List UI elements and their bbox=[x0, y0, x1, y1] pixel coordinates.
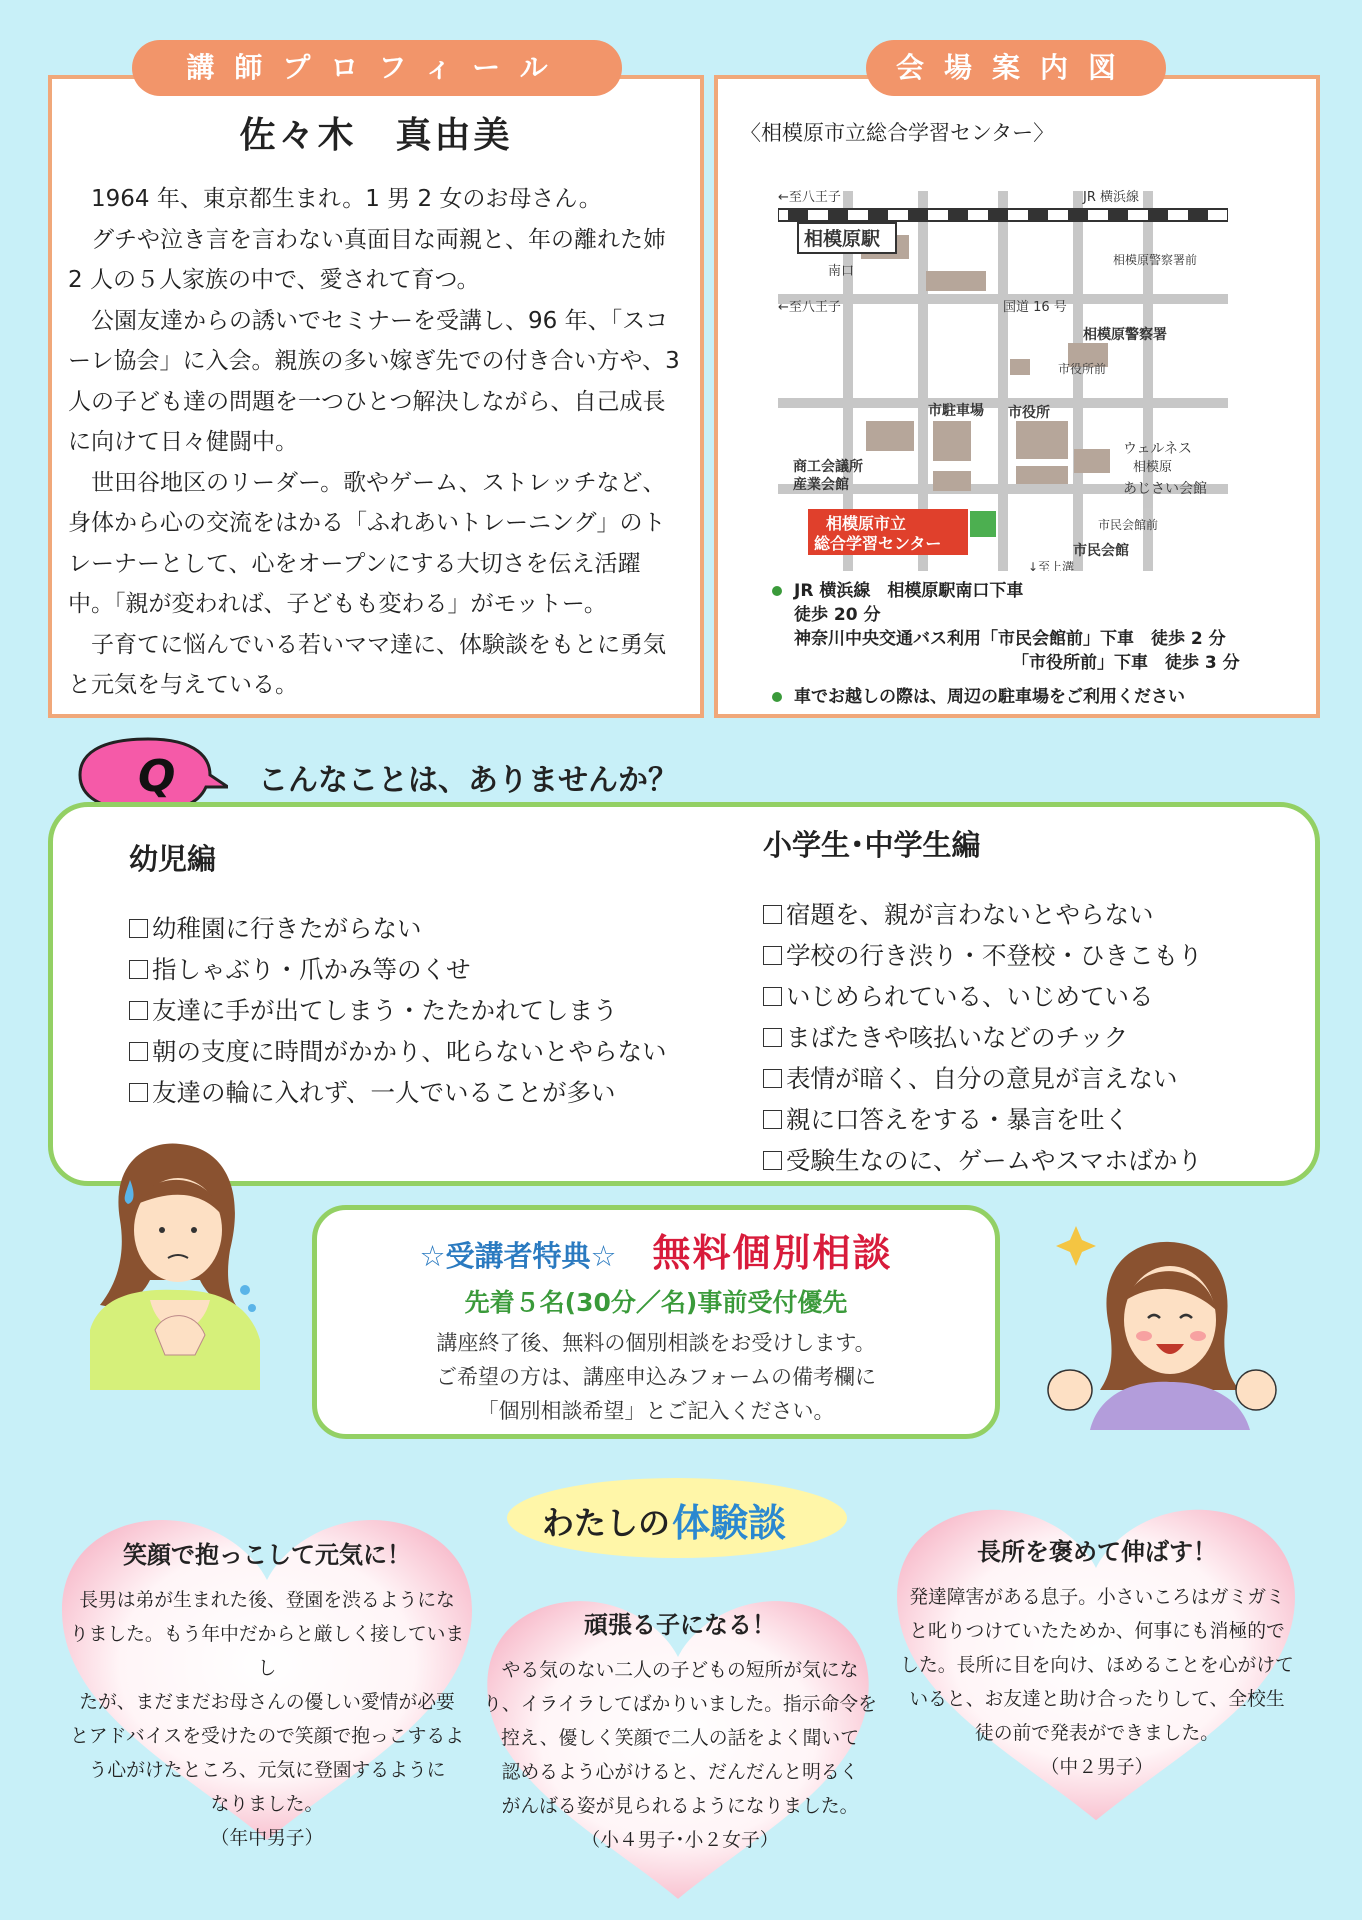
map-label: 市役所前 bbox=[1058, 362, 1107, 376]
map-venue: 総合学習センター bbox=[814, 534, 942, 553]
bullet-icon bbox=[772, 692, 782, 702]
map-label: 相模原 bbox=[1133, 460, 1173, 475]
access-header: 会場案内図 bbox=[866, 40, 1166, 96]
story-line: 認めるよう心がけると、だんだんと明るく bbox=[501, 1762, 859, 1783]
profile-paragraph: 公園友達からの誘いでセミナーを受講し、96 年、「スコーレ協会」に入会。親族の多い嫁ぎ先での付き合い方や、3 人の子ども達の問題を一つひとつ解決しながら、自己成長に向けて日々健闘中。 bbox=[68, 307, 680, 455]
checkbox-item: 幼稚園に行きたがらない bbox=[129, 908, 667, 949]
benefit-box bbox=[312, 1205, 1000, 1439]
benefit-line: 講座終了後、無料の個別相談をお受けします。 bbox=[436, 1331, 876, 1355]
toddler-column bbox=[129, 837, 667, 1113]
q-badge: Q bbox=[138, 751, 176, 802]
experience-header-b: 体験談 bbox=[672, 1501, 787, 1545]
school-title: 小学生･中学生編 bbox=[763, 828, 981, 862]
map-label: ウェルネス bbox=[1123, 441, 1193, 457]
map-label: あじさい会館 bbox=[1123, 481, 1207, 497]
story-who: （中２男子） bbox=[1040, 1757, 1154, 1778]
question-box bbox=[48, 802, 1320, 1186]
map-label: 市役所 bbox=[1008, 405, 1050, 421]
smiling-mother-illustration bbox=[1040, 1220, 1280, 1430]
map-venue: 相模原市立 bbox=[826, 514, 907, 533]
benefit-subtitle: 先着５名(30分／名)事前受付優先 bbox=[464, 1288, 848, 1317]
story-who: （年中男子） bbox=[210, 1828, 324, 1849]
profile-paragraph: グチや泣き言を言わない真面目な両親と、年の離れた姉 2 人の５人家族の中で、愛されて育つ。 bbox=[68, 226, 666, 293]
story-title: 笑顔で抱っこして元気に！ bbox=[123, 1541, 411, 1569]
story-line: 控え、優しく笑顔で二人の話をよく聞いて bbox=[501, 1728, 859, 1749]
story-line: やる気のない二人の子どもの短所が気にな bbox=[501, 1660, 859, 1681]
benefit-line: 「個別相談希望」とご記入ください。 bbox=[477, 1399, 835, 1423]
map-label: 南口 bbox=[828, 264, 855, 279]
story-1 bbox=[62, 1535, 472, 1856]
map-label: ←至八王子 bbox=[778, 300, 841, 315]
checkbox-item: まばたきや咳払いなどのチック bbox=[763, 1017, 1203, 1058]
checkbox-item: 友達の輪に入れず、一人でいることが多い bbox=[129, 1072, 667, 1113]
story-line: いると、お友達と助け合ったりして、全校生 bbox=[909, 1689, 1285, 1710]
venue-subtitle: 〈相模原市立総合学習センター〉 bbox=[740, 121, 1055, 145]
story-line: 徒の前で発表ができました。 bbox=[974, 1723, 1220, 1744]
story-line: り、イライラしてばかりいました。指示命令を bbox=[483, 1694, 877, 1715]
profile-paragraph: 世田谷地区のリーダー。歌やゲーム、ストレッチなど、身体から心の交流をはかる「ふれあいトレーニング」のトレーナーとして、心をオープンにする大切さを伝え活躍中。「親が変われば、子どもも変わる」がモットー。 bbox=[68, 469, 666, 617]
direction-line: JR 横浜線 相模原駅南口下車 bbox=[794, 581, 1024, 601]
direction-line: 徒歩 20 分 bbox=[794, 605, 881, 625]
directions bbox=[772, 579, 1240, 709]
story-line: とアドバイスを受けたので笑顔で抱っこするよ bbox=[70, 1726, 464, 1747]
checkbox-item: いじめられている、いじめている bbox=[763, 976, 1203, 1017]
map-label: 市駐車場 bbox=[928, 403, 984, 419]
story-line: りました。もう年中だからと厳しく接していまし bbox=[69, 1624, 465, 1679]
car-note: 車でお越しの際は、周辺の駐車場をご利用ください bbox=[794, 687, 1185, 707]
benefit-line: ご希望の方は、講座申込みフォームの備考欄に bbox=[436, 1365, 876, 1389]
checkbox-item: 朝の支度に時間がかかり、叱らないとやらない bbox=[129, 1031, 667, 1072]
map-label: 相模原警察署前 bbox=[1113, 253, 1198, 267]
map-label: JR 横浜線 bbox=[1083, 190, 1139, 205]
checkbox-item: 学校の行き渋り・不登校・ひきこもり bbox=[763, 935, 1203, 976]
bullet-icon bbox=[772, 586, 782, 596]
map-label: 相模原警察署 bbox=[1083, 327, 1167, 343]
checkbox-item: 指しゃぶり・爪かみ等のくせ bbox=[129, 949, 667, 990]
profile-header: 講師プロフィール bbox=[132, 40, 622, 96]
direction-line: 神奈川中央交通バス利用「市民会館前」下車 徒歩 2 分 bbox=[794, 629, 1226, 649]
profile-paragraph: 1964 年、東京都生まれ。1 男 2 女のお母さん。 bbox=[91, 186, 602, 212]
story-3 bbox=[892, 1532, 1302, 1785]
story-line: 発達障害がある息子。小さいころはガミガミ bbox=[909, 1587, 1285, 1608]
experience-header bbox=[502, 1472, 852, 1562]
map-label: 産業会館 bbox=[793, 477, 849, 493]
story-title: 長所を褒めて伸ばす！ bbox=[977, 1538, 1217, 1566]
story-line: と叱りつけていたためか、何事にも消極的で bbox=[909, 1621, 1285, 1642]
access-map bbox=[778, 151, 1228, 571]
story-line: なりました。 bbox=[210, 1794, 324, 1815]
checkbox-item: 宿題を、親が言わないとやらない bbox=[763, 894, 1203, 935]
map-label: 商工会議所 bbox=[793, 459, 863, 475]
profile-text bbox=[68, 179, 686, 706]
profile-box bbox=[48, 75, 704, 718]
access-box bbox=[714, 75, 1320, 718]
profile-paragraph: 子育てに悩んでいる若いママ達に、体験談をもとに勇気と元気を与えている。 bbox=[68, 631, 666, 698]
map-label: ↓至上溝 bbox=[1028, 560, 1075, 571]
checkbox-item: 親に口答えをする・暴言を吐く bbox=[763, 1099, 1203, 1140]
checkbox-item: 友達に手が出てしまう・たたかれてしまう bbox=[129, 990, 667, 1031]
map-label: 市民会館 bbox=[1073, 543, 1129, 559]
school-column bbox=[763, 823, 1203, 1181]
worried-mother-illustration bbox=[80, 1130, 270, 1390]
checkbox-item: 受験生なのに、ゲームやスマホばかり bbox=[763, 1140, 1203, 1181]
experience-header-a: わたしの bbox=[542, 1504, 671, 1542]
benefit-tag: ☆受講者特典☆ bbox=[419, 1239, 617, 1273]
story-line: した。長所に目を向け、ほめることを心がけて bbox=[900, 1655, 1294, 1676]
map-label: ←至八王子 bbox=[778, 190, 841, 205]
story-2 bbox=[480, 1605, 880, 1858]
story-line: 長男は弟が生まれた後、登園を渋るようにな bbox=[79, 1590, 455, 1611]
story-line: がんばる姿が見られるようになりました。 bbox=[501, 1796, 859, 1817]
story-line: たが、まだまだお母さんの優しい愛情が必要 bbox=[79, 1692, 455, 1713]
map-station: 相模原駅 bbox=[804, 228, 881, 250]
benefit-description bbox=[317, 1326, 995, 1428]
checkbox-item: 表情が暗く、自分の意見が言えない bbox=[763, 1058, 1203, 1099]
story-who: （小４男子･小２女子） bbox=[581, 1830, 779, 1851]
direction-line: 「市役所前」下車 徒歩 3 分 bbox=[1012, 653, 1240, 673]
benefit-title: 無料個別相談 bbox=[652, 1231, 893, 1275]
map-label: 国道 16 号 bbox=[1003, 300, 1067, 315]
story-line: う心がけたところ、元気に登園するように bbox=[88, 1760, 446, 1781]
speaker-name: 佐々木 真由美 bbox=[239, 115, 513, 156]
question-heading: こんなことは、ありませんか？ bbox=[258, 763, 678, 798]
map-label: 市民会館前 bbox=[1098, 518, 1159, 532]
story-title: 頑張る子になる！ bbox=[584, 1611, 776, 1639]
toddler-title: 幼児編 bbox=[129, 842, 217, 876]
